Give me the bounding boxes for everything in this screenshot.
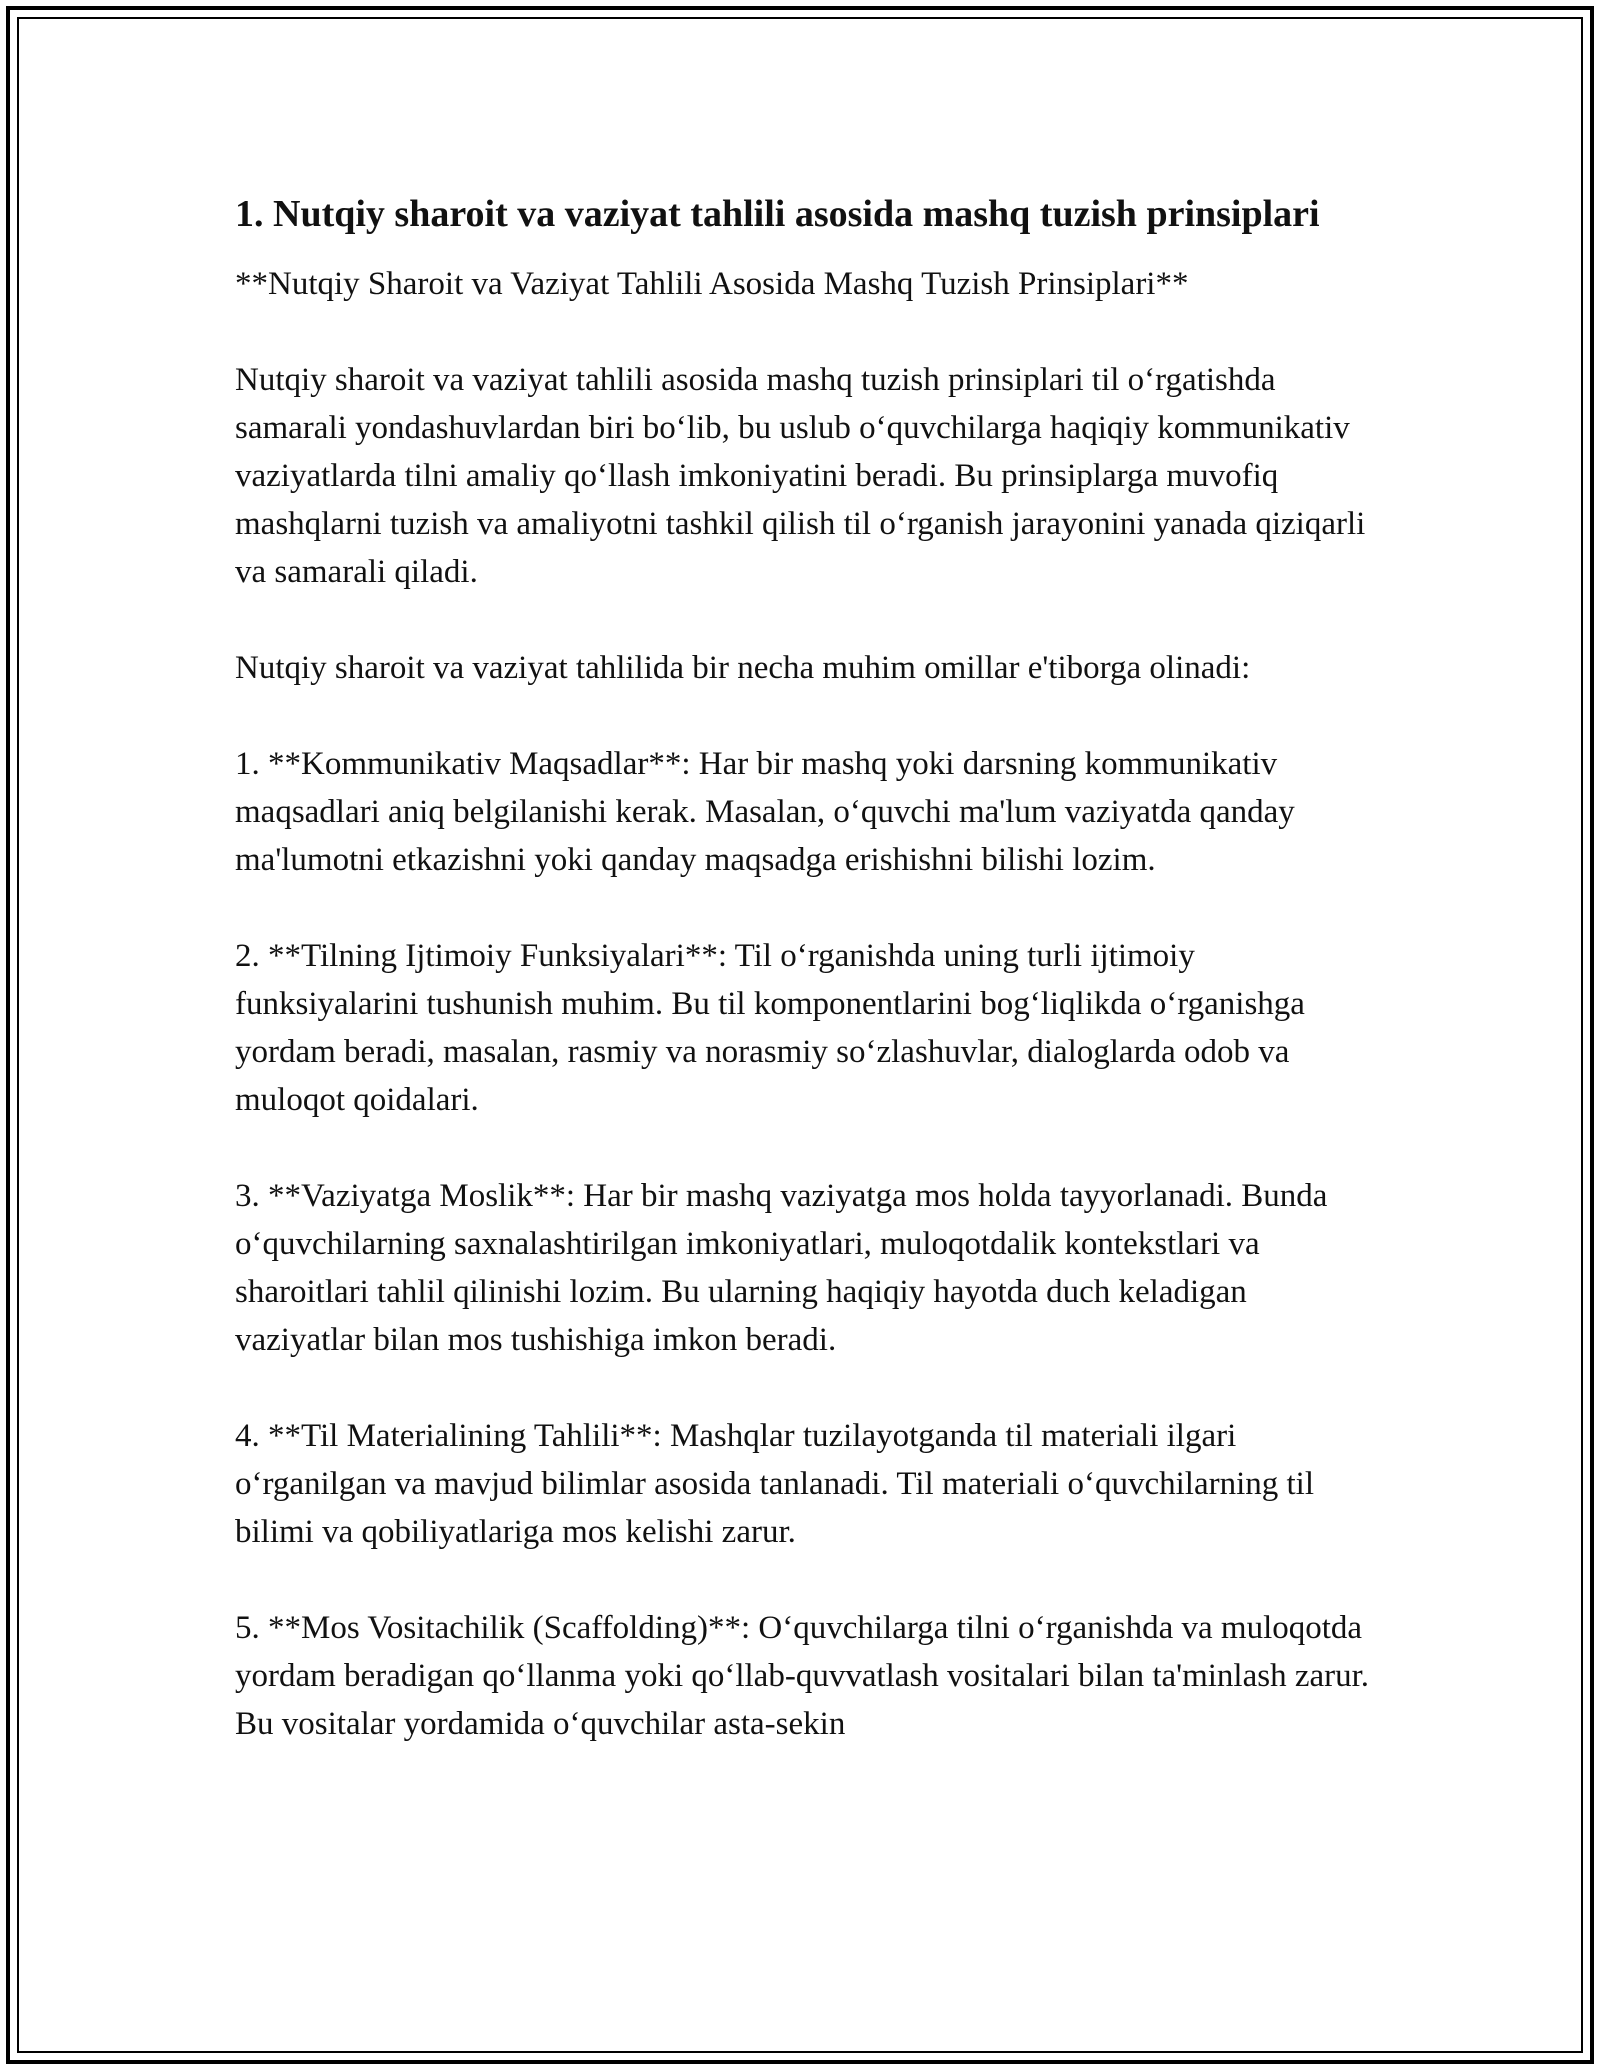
intro-paragraph: Nutqiy sharoit va vaziyat tahlili asosida mashq tuzish prinsiplari til o‘rgatishda samarali yondashuvlardan biri bo‘lib, bu uslub o‘quvchilarga haqiqiy kommunikativ vaziyatlarda tilni amaliy qo‘llash imkoniyatini beradi. Bu prinsiplarga muvofiq mashqlarni tuzish va amaliyotni tashkil qilish til o‘rganish jarayonini yanada qiziqarli va samarali qiladi. xyxy=(235,362,1366,590)
list-item-2: 2. **Tilning Ijtimoiy Funksiyalari**: Til o‘rganishda uning turli ijtimoiy funksiyalarini tushunish muhim. Bu til komponentlarini bog‘liqlikda o‘rganishga yordam beradi, masalan, rasmiy va norasmiy so‘zlashuvlar, dialoglarda odob va muloqot qoidalari. xyxy=(235,938,1305,1118)
list-item-3: 3. **Vaziyatga Moslik**: Har bir mashq vaziyatga mos holda tayyorlanadi. Bunda o‘quvchilarning saxnalashtirilgan imkoniyatlari, muloqotdalik kontekstlari va sharoitlari tahlil qilinishi lozim. Bu ularning haqiqiy hayotda duch keladigan vaziyatlar bilan mos tushishiga imkon beradi. xyxy=(235,1178,1328,1358)
document-title: 1. Nutqiy sharoit va vaziyat tahlili asosida mashq tuzish prinsiplari xyxy=(235,193,1320,235)
list-item-1: 1. **Kommunikativ Maqsadlar**: Har bir mashq yoki darsning kommunikativ maqsadlari aniq belgilanishi kerak. Masalan, o‘quvchi ma'lum vaziyatda qanday ma'lumotni etkazishni yoki qanday maqsadga erishishni bilishi lozim. xyxy=(235,746,1295,878)
list-item-5: 5. **Mos Vositachilik (Scaffolding)**: O‘quvchilarga tilni o‘rganishda va muloqotda yordam beradigan qo‘llanma yoki qo‘llab-quvvatlash vositalari bilan ta'minlash zarur. Bu vositalar yordamida o‘quvchilar asta-sekin xyxy=(235,1610,1370,1742)
document-body xyxy=(235,186,1385,1748)
factors-lead-paragraph: Nutqiy sharoit va vaziyat tahlilida bir necha muhim omillar e'tiborga olinadi: xyxy=(235,650,1251,686)
subtitle-paragraph: **Nutqiy Sharoit va Vaziyat Tahlili Asosida Mashq Tuzish Prinsiplari** xyxy=(235,266,1189,302)
list-item-4: 4. **Til Materialining Tahlili**: Mashqlar tuzilayotganda til materiali ilgari o‘rganilgan va mavjud bilimlar asosida tanlanadi. Til materiali o‘quvchilarning til bilimi va qobiliyatlariga mos kelishi zarur. xyxy=(235,1418,1315,1550)
